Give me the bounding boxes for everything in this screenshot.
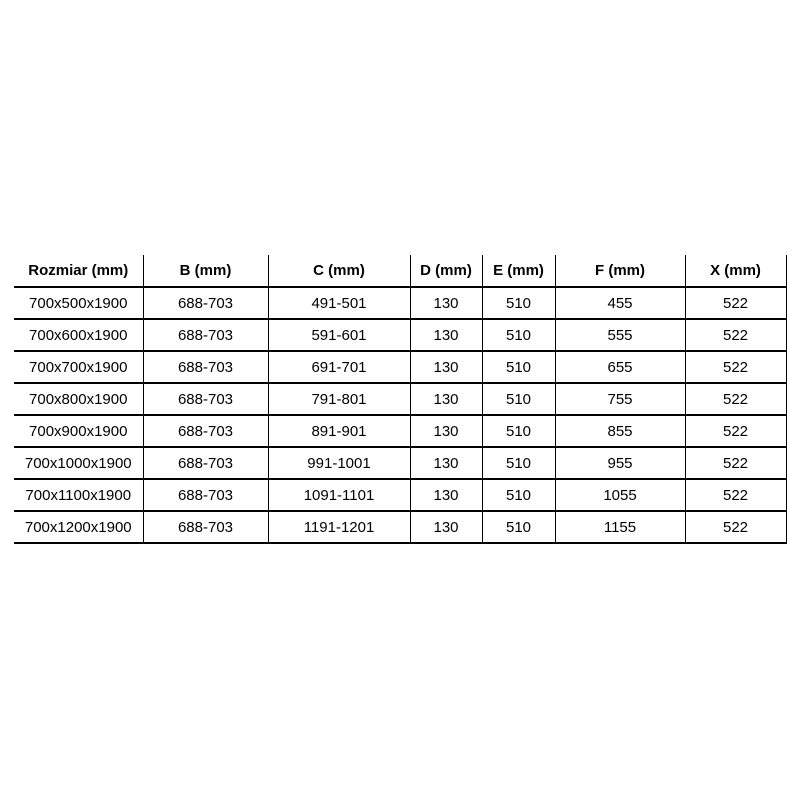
- table-cell: 130: [410, 287, 482, 319]
- table-cell: 855: [555, 415, 685, 447]
- column-header-f: F (mm): [555, 255, 685, 287]
- table-cell: 1191-1201: [268, 511, 410, 543]
- table-cell: 991-1001: [268, 447, 410, 479]
- table-cell: 688-703: [143, 511, 268, 543]
- table-row: [14, 447, 786, 479]
- table-cell: 688-703: [143, 447, 268, 479]
- table-cell: 955: [555, 447, 685, 479]
- table-cell: 688-703: [143, 479, 268, 511]
- table-cell: 510: [482, 415, 555, 447]
- table-cell: 700x1100x1900: [14, 479, 143, 511]
- table-cell: 491-501: [268, 287, 410, 319]
- header-row: [14, 255, 786, 287]
- table-cell: 791-801: [268, 383, 410, 415]
- table-cell: 522: [685, 415, 786, 447]
- table-cell: 700x1000x1900: [14, 447, 143, 479]
- table-cell: 510: [482, 383, 555, 415]
- table-cell: 700x1200x1900: [14, 511, 143, 543]
- table-row: [14, 319, 786, 351]
- table-cell: 130: [410, 351, 482, 383]
- table-cell: 655: [555, 351, 685, 383]
- table-cell: 700x600x1900: [14, 319, 143, 351]
- table-cell: 591-601: [268, 319, 410, 351]
- column-header-b: B (mm): [143, 255, 268, 287]
- table-cell: 755: [555, 383, 685, 415]
- table-cell: 130: [410, 383, 482, 415]
- column-header-c: C (mm): [268, 255, 410, 287]
- table-cell: 522: [685, 479, 786, 511]
- table-cell: 688-703: [143, 415, 268, 447]
- table-cell: 1091-1101: [268, 479, 410, 511]
- table-cell: 688-703: [143, 287, 268, 319]
- table-row: [14, 351, 786, 383]
- table-cell: 522: [685, 447, 786, 479]
- table-cell: 1055: [555, 479, 685, 511]
- table-cell: 510: [482, 447, 555, 479]
- table-row: [14, 511, 786, 543]
- table-cell: 700x900x1900: [14, 415, 143, 447]
- table-cell: 700x800x1900: [14, 383, 143, 415]
- table-cell: 510: [482, 319, 555, 351]
- table-row: [14, 383, 786, 415]
- column-header-e: E (mm): [482, 255, 555, 287]
- table-cell: 130: [410, 447, 482, 479]
- table-cell: 130: [410, 479, 482, 511]
- table-row: [14, 415, 786, 447]
- table-body: [14, 287, 786, 543]
- table-cell: 688-703: [143, 351, 268, 383]
- column-header-d: D (mm): [410, 255, 482, 287]
- table-row: [14, 479, 786, 511]
- table-cell: 510: [482, 287, 555, 319]
- table-cell: 891-901: [268, 415, 410, 447]
- table-cell: 522: [685, 511, 786, 543]
- table-cell: 130: [410, 511, 482, 543]
- table-cell: 510: [482, 351, 555, 383]
- table-cell: 555: [555, 319, 685, 351]
- table-row: [14, 287, 786, 319]
- table-cell: 522: [685, 319, 786, 351]
- table-cell: 691-701: [268, 351, 410, 383]
- table-cell: 522: [685, 287, 786, 319]
- table-cell: 522: [685, 351, 786, 383]
- table-cell: 1155: [555, 511, 685, 543]
- table-cell: 700x700x1900: [14, 351, 143, 383]
- table-cell: 455: [555, 287, 685, 319]
- column-header-rozmiar: Rozmiar (mm): [14, 255, 143, 287]
- dimensions-table: [14, 255, 787, 544]
- column-header-x: X (mm): [685, 255, 786, 287]
- table-cell: 510: [482, 511, 555, 543]
- table-cell: 688-703: [143, 383, 268, 415]
- table-cell: 700x500x1900: [14, 287, 143, 319]
- table-cell: 688-703: [143, 319, 268, 351]
- table-cell: 130: [410, 415, 482, 447]
- table-cell: 522: [685, 383, 786, 415]
- table-cell: 130: [410, 319, 482, 351]
- table-cell: 510: [482, 479, 555, 511]
